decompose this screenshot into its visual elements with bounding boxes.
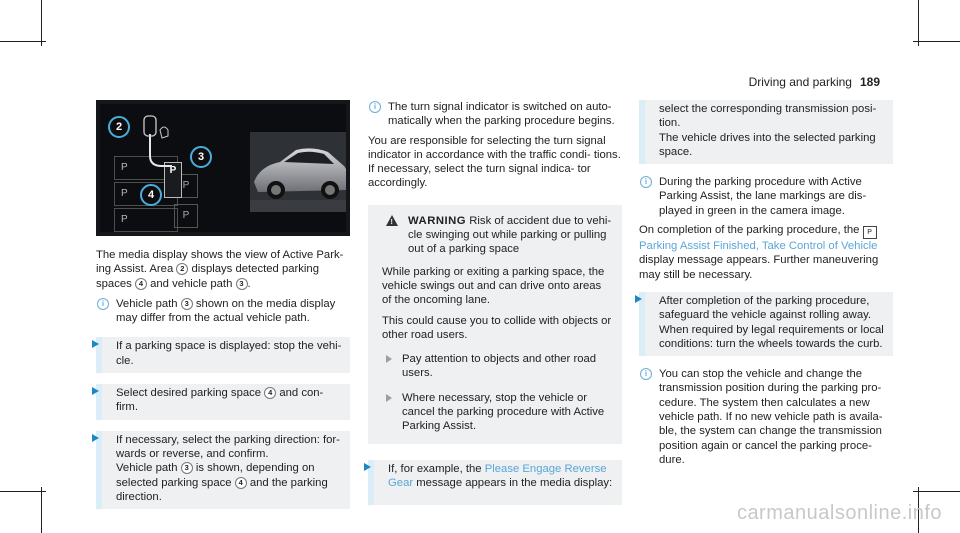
car-image bbox=[250, 132, 346, 212]
page-header bbox=[749, 75, 880, 89]
info-icon: i bbox=[640, 176, 652, 188]
warning-title: WARNING bbox=[408, 214, 467, 227]
step-continuation: select the corresponding transmission posi- tion. The vehicle drives into the selected parking space. bbox=[639, 100, 893, 164]
completion-paragraph: On completion of the parking procedure, the PParking Assist Finished, Take Control of Vehicle display message appears. Further maneuvering may still be necessary. bbox=[639, 224, 879, 281]
warning-step: Pay attention to objects and other road users. bbox=[382, 352, 612, 381]
reference-number: 3 bbox=[181, 462, 193, 474]
step-block: After completion of the parking procedure, safeguard the vehicle against rolling away. When required by legal requirements or local conditions: turn the wheels towards the curb. bbox=[639, 292, 893, 356]
selected-parking-space: P bbox=[164, 162, 182, 198]
parking-assist-icon: P bbox=[863, 226, 877, 239]
reference-number: 4 bbox=[135, 278, 147, 290]
callout-area: 2 bbox=[108, 116, 130, 138]
step-arrow-icon bbox=[386, 394, 392, 402]
section-title: Driving and parking bbox=[748, 75, 852, 89]
column-2 bbox=[368, 100, 622, 516]
crop-mark bbox=[913, 41, 960, 42]
step-arrow-icon bbox=[92, 387, 99, 395]
parking-slot-right: P bbox=[174, 204, 198, 228]
callout-parking-space: 4 bbox=[140, 184, 162, 206]
crop-mark bbox=[41, 487, 42, 533]
display-message: Parking Assist Finished, Take Control of Vehicle bbox=[639, 240, 878, 253]
info-icon: i bbox=[369, 101, 381, 113]
warning-text: This could cause you to collide with objects or other road users. bbox=[382, 314, 612, 341]
crop-mark bbox=[918, 0, 919, 46]
info-note: i You can stop the vehicle and change the transmission position during the parking pro- cedure. The system then calculates a new vehicle path. If no new vehicle path is availa- ble, the system can change the transmission position again or cancel the parking proce- dure. bbox=[639, 367, 893, 467]
step-block: Select desired parking space 4 and con- firm. bbox=[96, 384, 350, 420]
warning-icon bbox=[386, 215, 398, 226]
reference-number: 4 bbox=[235, 477, 247, 489]
page-number: 189 bbox=[859, 75, 880, 89]
media-display-figure bbox=[96, 100, 350, 236]
display-message: Please Engage Reverse Gear bbox=[388, 462, 607, 489]
crop-mark bbox=[0, 41, 46, 42]
crop-mark bbox=[0, 491, 46, 492]
warning-text: While parking or exiting a parking space, the vehicle swings out and can drive onto areas of the oncoming lane. bbox=[382, 265, 605, 307]
reference-number: 4 bbox=[264, 387, 276, 399]
parking-slot-right: P bbox=[174, 174, 198, 198]
callout-vehicle-path: 3 bbox=[190, 146, 212, 168]
info-icon: i bbox=[640, 368, 652, 380]
info-note: i During the parking procedure with Active Parking Assist, the lane markings are dis- played in green in the camera image. bbox=[639, 175, 893, 218]
warning-box bbox=[368, 205, 622, 444]
parking-slot: P bbox=[114, 208, 178, 232]
step-block: If necessary, select the parking direction: for- wards or reverse, and confirm. Vehicle path 3 is shown, depending on selected parking space 4 and the parking direction. bbox=[96, 431, 350, 509]
parking-slot: P bbox=[114, 182, 178, 206]
warning-heading: Risk of accident due to vehi- cle swinging out while parking or pulling out of a parking space bbox=[408, 214, 612, 256]
step-block: If a parking space is displayed: stop the vehi- cle. bbox=[96, 337, 350, 373]
watermark: carmanualsonline.info bbox=[736, 502, 942, 524]
column-1 bbox=[96, 100, 350, 520]
step-block: If, for example, the Please Engage Reverse Gear message appears in the media display: bbox=[368, 460, 622, 505]
intro-paragraph: The media display shows the view of Active Park- ing Assist. Area 2 displays detected parking spaces 4 and vehicle path 3 . bbox=[96, 249, 344, 290]
responsibility-paragraph: You are responsible for selecting the turn signal indicator in accordance with the traffic condi- tions. If necessary, select the turn signal indica- tor accordingly. bbox=[368, 134, 621, 190]
info-note: i The turn signal indicator is switched on auto- matically when the parking procedure begins. bbox=[368, 100, 622, 129]
step-arrow-icon bbox=[635, 295, 642, 303]
column-3 bbox=[639, 100, 893, 472]
step-arrow-icon bbox=[386, 355, 392, 363]
step-arrow-icon bbox=[92, 434, 99, 442]
reference-number: 3 bbox=[181, 298, 193, 310]
warning-step: Where necessary, stop the vehicle or cancel the parking procedure with Active Parking Assist. bbox=[382, 391, 612, 434]
reference-number: 3 bbox=[236, 278, 248, 290]
crop-mark bbox=[41, 0, 42, 46]
step-arrow-icon bbox=[92, 340, 99, 348]
step-arrow-icon bbox=[364, 463, 371, 471]
parking-slot: P bbox=[114, 156, 178, 180]
crop-mark bbox=[913, 491, 960, 492]
info-icon: i bbox=[97, 298, 109, 310]
info-note: i Vehicle path 3 shown on the media display may differ from the actual vehicle path. bbox=[96, 297, 350, 326]
reference-number: 2 bbox=[176, 263, 188, 275]
